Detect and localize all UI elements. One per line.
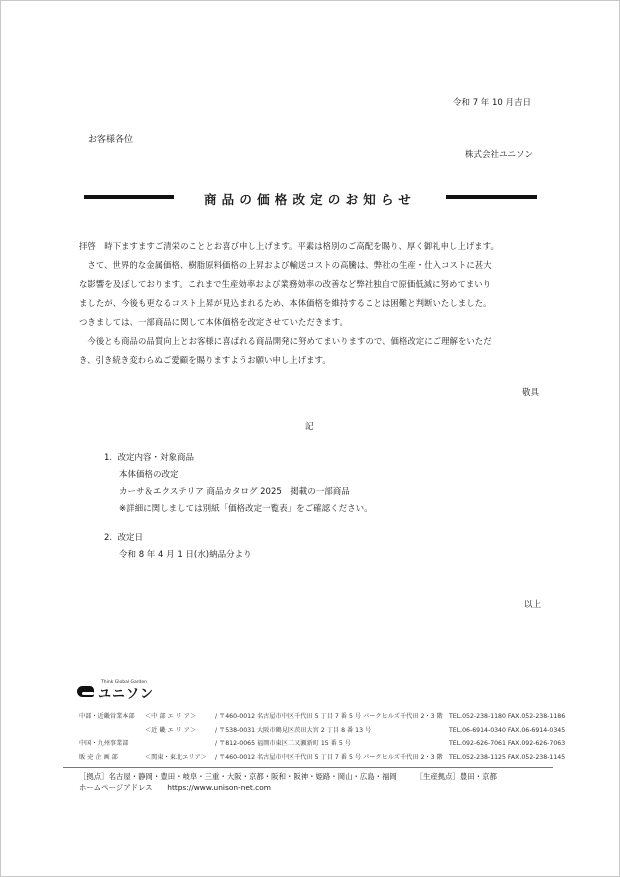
item-number: 1.: [104, 453, 113, 463]
office-row: 中部・近畿営業本部 ＜中 部 エ リ ア＞ / 〒460-0012 名古屋市中区千代田 5 丁目 7 番 5 号 パークヒルズ千代田 2・3 階 TEL.052-238-1180 FAX.052-238-1186: [79, 713, 566, 720]
office-row: ＜近 畿 エ リ ア＞ / 〒538-0031 大阪市鶴見区茨田大宮 2 丁目 8 番 13 号 TEL.06-6914-0340 FAX.06-6914-0345: [145, 726, 566, 734]
item-line: ※詳細に関しましては別紙「価格改定一覧表」をご確認ください。: [119, 504, 373, 514]
notes-heading: 記: [305, 422, 314, 432]
office-row: 販 売 企 画 部 ＜関東・東北エリア＞ / 〒460-0012 名古屋市中区千代田 5 丁目 7 番 5 号 パークヒルズ千代田 2・3 階 TEL.052-238-1125 FAX.052-238-1145: [79, 753, 566, 761]
item-number: 2.: [104, 533, 113, 543]
body-line: き、引き続き変わらぬご愛顧を賜りますようお願い申し上げます。: [79, 355, 331, 365]
item-heading: 改定内容・対象商品: [117, 453, 195, 463]
body-line: つきましては、一部商品に関して本体価格を改定させていただきます。: [79, 317, 348, 327]
production-label: ［生産拠点］: [415, 772, 460, 781]
item-heading: 改定日: [117, 533, 144, 543]
body-line: さて、世界的な金属価格、樹脂原料価格の上昇および輸送コストの高騰は、弊社の生産・仕入コストに甚大: [79, 260, 492, 270]
body-line: ましたが、今後も更なるコスト上昇が見込まれるため、本体価格を維持することは困難と判断いたしました。: [79, 298, 492, 308]
office-list: [79, 710, 565, 764]
homepage-line: [79, 782, 271, 793]
body-line: 今後とも商品の品質向上とお客様に喜ばれる商品開発に努めてまいりますので、価格改定にご理解をいただ: [79, 336, 492, 346]
item-2: [104, 530, 252, 564]
recipient: お客様各位: [88, 135, 134, 145]
bases-list: 名古屋・静岡・豊田・岐阜・三重・大阪・京都・阪和・阪神・姫路・岡山・広島・福岡: [108, 772, 397, 781]
closing-keigu: 敬具: [522, 388, 540, 398]
logo-tagline: Think Global Garden: [101, 680, 148, 685]
unison-logo-icon: [77, 686, 94, 697]
item-1: [104, 450, 373, 518]
page-title: 商品の価格改定のお知らせ: [203, 192, 417, 207]
issue-date: 令和 7 年 10 月吉日: [453, 98, 532, 108]
logo-name: ユニソン: [98, 687, 155, 702]
office-row: 中国・九州事業部 / 〒812-0065 福岡市東区二又瀬新町 15 番 5 号 TEL.092-626-7061 FAX.092-626-7063: [79, 740, 566, 747]
body-line: な影響を及ぼしております。これまで生産効率および業務効率の改善など弊社独自で原価低減に努めてまいり: [79, 279, 492, 289]
homepage-link[interactable]: https://www.unison-net.com: [167, 783, 271, 792]
bases-label: ［拠点］: [79, 772, 109, 781]
body-paragraph: [79, 237, 499, 370]
sender-company: 株式会社ユニソン: [465, 150, 534, 160]
title-rule-right: [446, 195, 537, 199]
bases-line: [79, 771, 497, 782]
body-line: 拝啓 時下ますますご清栄のこととお喜び申し上げます。平素は格別のご高配を賜り、厚く御礼申し上げます。: [79, 241, 499, 251]
end-mark: 以上: [524, 600, 542, 610]
production-list: 豊田・京都: [459, 772, 497, 781]
footer-divider: [63, 767, 553, 768]
item-line: カーサ＆エクステリア 商品カタログ 2025 掲載の一部商品: [119, 487, 350, 497]
item-line: 令和 8 年 4 月 1 日(水)納品分より: [119, 550, 252, 560]
homepage-label: ホームページアドレス: [79, 783, 153, 792]
item-line: 本体価格の改定: [119, 470, 179, 480]
